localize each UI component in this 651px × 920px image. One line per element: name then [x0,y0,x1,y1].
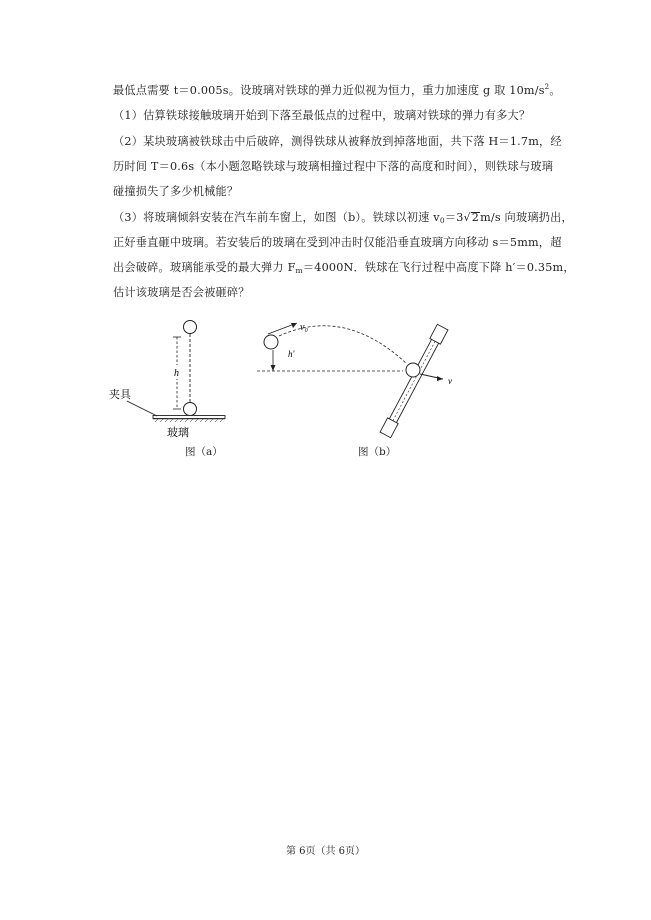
question-3-line-3a: 出会破碎。玻璃能承受的最大弹力 F [113,261,296,274]
question-2 [113,129,562,204]
question-1-text: （1）估算铁球接触玻璃开始到下落至最低点的过程中，玻璃对铁球的弹力有多大？ [113,109,531,122]
figure-a-h-label: h [174,368,179,379]
question-3-line-3b: ＝4000N．铁球在飞行过程中高度下降 h′＝0.35m， [302,261,575,274]
figure-b [255,318,475,443]
question-3-line-1a: （3）将玻璃倾斜安装在汽车前车窗上，如图（b）。铁球以初速 v [113,211,440,224]
question-3-line-4: 估计该玻璃是否会被砸碎？ [113,286,250,299]
question-3-line-1c: m/s 向玻璃扔出， [480,211,573,224]
intro-superscript: 2 [544,83,550,91]
figure-a-glass-label: 玻璃 [167,426,189,439]
figure-b-caption: 图（b） [358,446,397,458]
sqrt-radical: √ [463,211,471,224]
figure-b-h-prime-label: h′ [288,349,295,359]
figure-b-trajectory [279,326,407,364]
figure-b-v0-label: v₀ [300,322,308,333]
intro-end: 。 [549,84,561,97]
v0-subscript: 0 [439,216,445,225]
figure-a-top-ball [184,321,197,334]
intro-line [113,78,561,103]
page-footer: 第 6页（共 6页） [285,846,366,857]
sqrt-radicand: 2 [471,211,480,224]
question-2-line-2: 历时间 T＝0.6s（本小题忽略铁球与玻璃相撞过程中下落的高度和时间），则铁球与玻璃 [113,160,554,173]
intro-text: 最低点需要 t＝0.005s。设玻璃对铁球的弹力近似视为恒力，重力加速度 g 取 10m/s [113,84,545,97]
figure-b-v-label: v [448,376,452,386]
figure-a [105,315,235,445]
question-3-line-1b: ＝3 [444,211,464,224]
figure-a-fixture-pointer [127,401,157,416]
figure-b-tilted-glass [380,324,448,437]
question-2-line-1: （2）某块玻璃被铁球击中后破碎，测得铁球从被释放到掉落地面，共下落 H＝1.7m，经 [113,135,562,148]
question-2-line-3: 碰撞损失了多少机械能？ [113,185,239,198]
figure-b-impact-ball [406,363,420,377]
figure-b-start-ball [264,335,278,349]
fm-subscript: m [295,266,303,275]
figure-a-bottom-ball [184,403,197,416]
figure-a-fixture-label: 夹具 [109,388,131,401]
question-3-line-2: 正好垂直砸中玻璃。若安装后的玻璃在受到冲击时仅能沿垂直玻璃方向移动 s＝5mm，超 [113,236,562,249]
question-3 [113,205,575,305]
question-1 [113,103,543,128]
figure-a-glass-plate [153,416,225,419]
figure-a-caption: 图（a） [185,446,223,458]
